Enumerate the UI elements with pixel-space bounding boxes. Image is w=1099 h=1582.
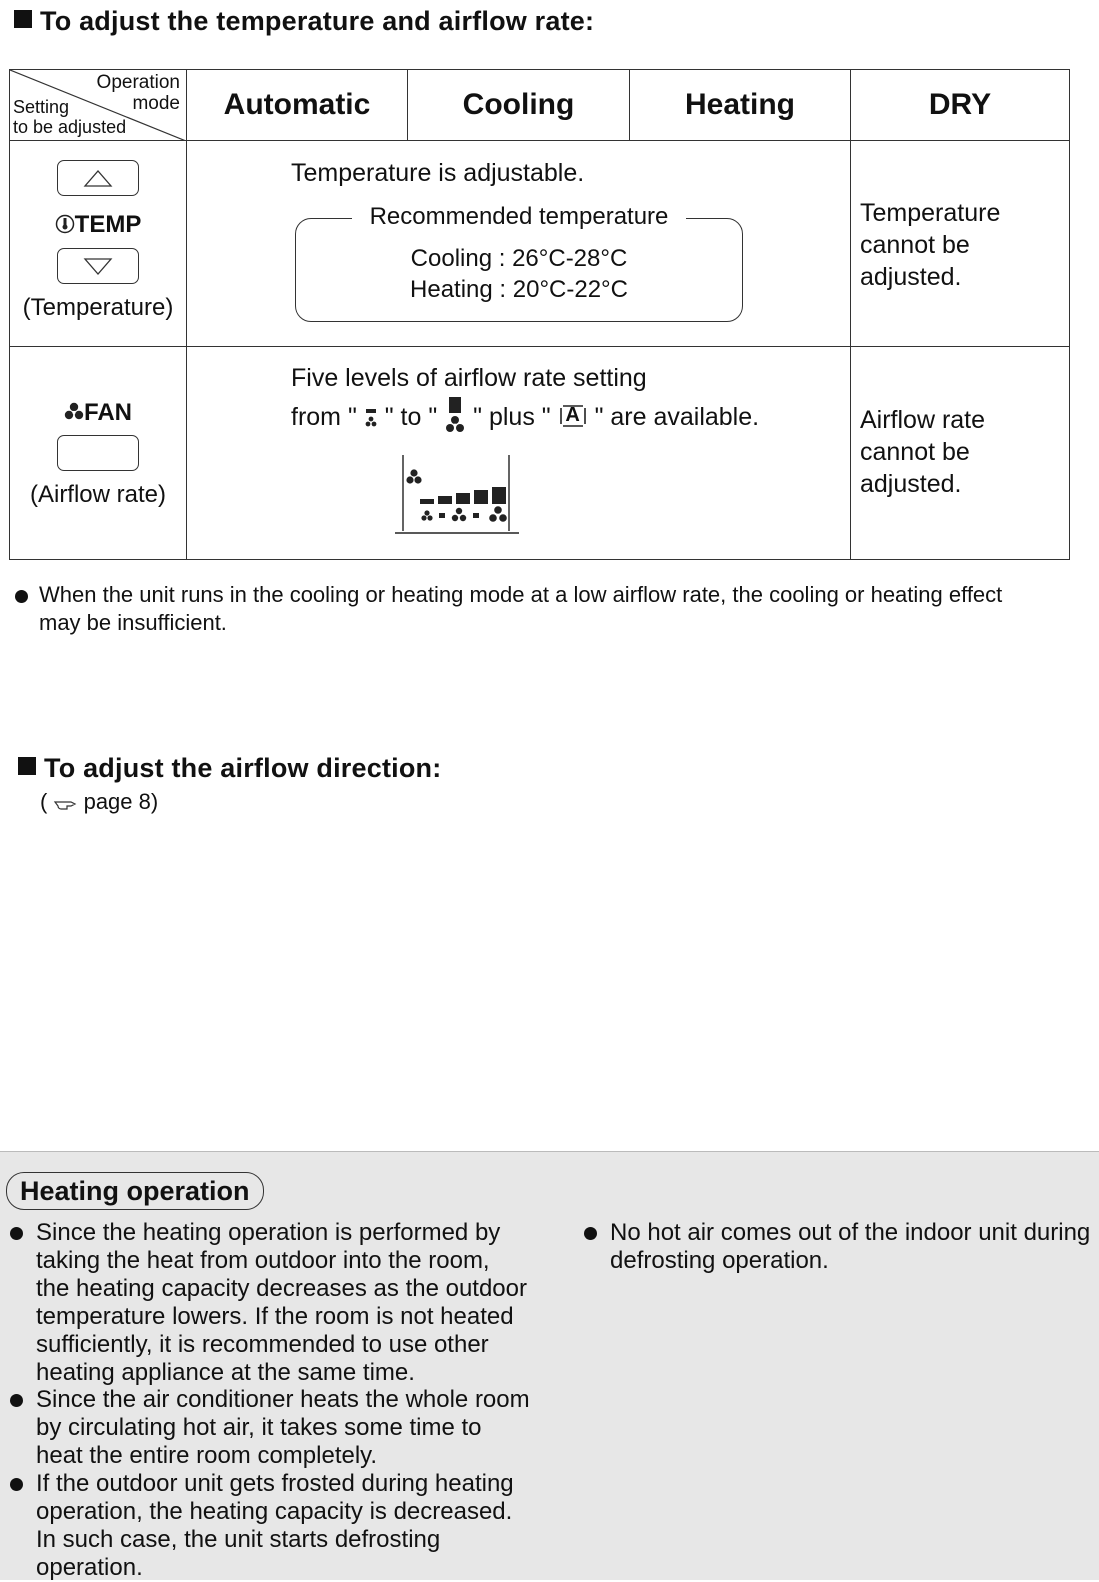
up-triangle-icon bbox=[58, 161, 138, 195]
fan-button-label: FAN bbox=[10, 399, 186, 427]
column-header-heating: Heating bbox=[630, 70, 851, 141]
corner-label-setting: Setting bbox=[13, 97, 70, 117]
note-bullet-icon bbox=[15, 590, 28, 608]
airflow-display-icon bbox=[395, 455, 519, 535]
column-header-cooling: Cooling bbox=[408, 70, 630, 141]
fan-dry-text-3: adjusted. bbox=[860, 470, 962, 498]
temp-dry-text-3: adjusted. bbox=[860, 263, 962, 291]
bullet-icon bbox=[10, 1394, 23, 1407]
column-header-automatic: Automatic bbox=[187, 70, 408, 141]
fan-button[interactable] bbox=[57, 435, 139, 471]
heating-bullet-4: No hot air comes out of the indoor unit during defrosting operation. bbox=[610, 1219, 1090, 1275]
fan-dry-cell bbox=[851, 347, 1070, 560]
temp-dry-text-2: cannot be bbox=[860, 231, 970, 259]
low-fan-icon bbox=[364, 405, 378, 429]
fan-range-text: from " " to " " plus " A " are available. bbox=[291, 397, 759, 435]
heating-operation-panel bbox=[0, 1151, 1099, 1580]
temp-info-cell bbox=[187, 141, 851, 347]
temp-caption: (Temperature) bbox=[22, 294, 174, 321]
settings-table bbox=[9, 69, 1070, 560]
down-triangle-icon bbox=[58, 249, 138, 283]
fan-levels-text: Five levels of airflow rate setting bbox=[291, 364, 647, 392]
thermometer-icon bbox=[55, 214, 75, 234]
temp-down-button[interactable] bbox=[57, 248, 139, 284]
heating-bullet-1: Since the heating operation is performed by taking the heat from outdoor into the room, the heating capacity decreases as the outdoor temperature lowers. If the room is not heated sufficiently, it is recommended to use other heating appliance at the same time. bbox=[36, 1219, 527, 1387]
fan-info-cell bbox=[187, 347, 851, 560]
recommended-cooling: Cooling : 26°C-28°C bbox=[410, 245, 628, 272]
bullet-icon bbox=[584, 1227, 597, 1240]
corner-label-mode: mode bbox=[132, 93, 180, 114]
fan-dry-text-2: cannot be bbox=[860, 438, 970, 466]
bullet-icon bbox=[10, 1227, 23, 1240]
square-bullet-icon bbox=[14, 10, 32, 28]
column-header-dry: DRY bbox=[851, 70, 1070, 141]
high-fan-icon bbox=[444, 397, 466, 435]
temp-up-button[interactable] bbox=[57, 160, 139, 196]
recommended-temperature-box bbox=[295, 203, 743, 322]
page-reference: ( page 8) bbox=[40, 789, 159, 814]
auto-fan-icon: A bbox=[558, 404, 588, 428]
corner-header-cell bbox=[10, 70, 187, 141]
recommended-heating: Heating : 20°C-22°C bbox=[410, 276, 628, 303]
fan-dry-text-1: Airflow rate bbox=[860, 406, 986, 434]
pointing-hand-icon bbox=[53, 796, 77, 810]
corner-label-to-be-adjusted: to be adjusted bbox=[13, 117, 127, 137]
bullet-icon bbox=[10, 1478, 23, 1491]
temp-button-label: TEMP bbox=[10, 211, 186, 239]
heating-operation-title: Heating operation bbox=[6, 1172, 264, 1210]
low-airflow-note: When the unit runs in the cooling or heating mode at a low airflow rate, the cooling or heating effect may be insufficient. bbox=[39, 582, 1003, 635]
recommended-title: Recommended temperature bbox=[352, 203, 687, 230]
temp-dry-text-1: Temperature bbox=[860, 199, 1001, 227]
heating-bullet-2: Since the air conditioner heats the whole room by circulating hot air, it takes some time to heat the entire room completely. bbox=[36, 1386, 530, 1470]
corner-label-operation: Operation bbox=[96, 72, 180, 93]
square-bullet-icon bbox=[18, 757, 36, 775]
fan-icon bbox=[64, 402, 84, 422]
temp-setting-cell bbox=[10, 141, 187, 347]
section-title-airflow-direction: To adjust the airflow direction: bbox=[18, 753, 441, 784]
fan-caption: (Airflow rate) bbox=[29, 481, 167, 508]
heating-bullet-3: If the outdoor unit gets frosted during heating operation, the heating capacity is decreased. In such case, the unit starts defrosting operation. bbox=[36, 1470, 514, 1582]
fan-setting-cell bbox=[10, 347, 187, 560]
section-title-temperature-airflow: To adjust the temperature and airflow rate: bbox=[14, 6, 594, 37]
temp-adjustable-text: Temperature is adjustable. bbox=[291, 159, 585, 187]
temp-dry-cell bbox=[851, 141, 1070, 347]
